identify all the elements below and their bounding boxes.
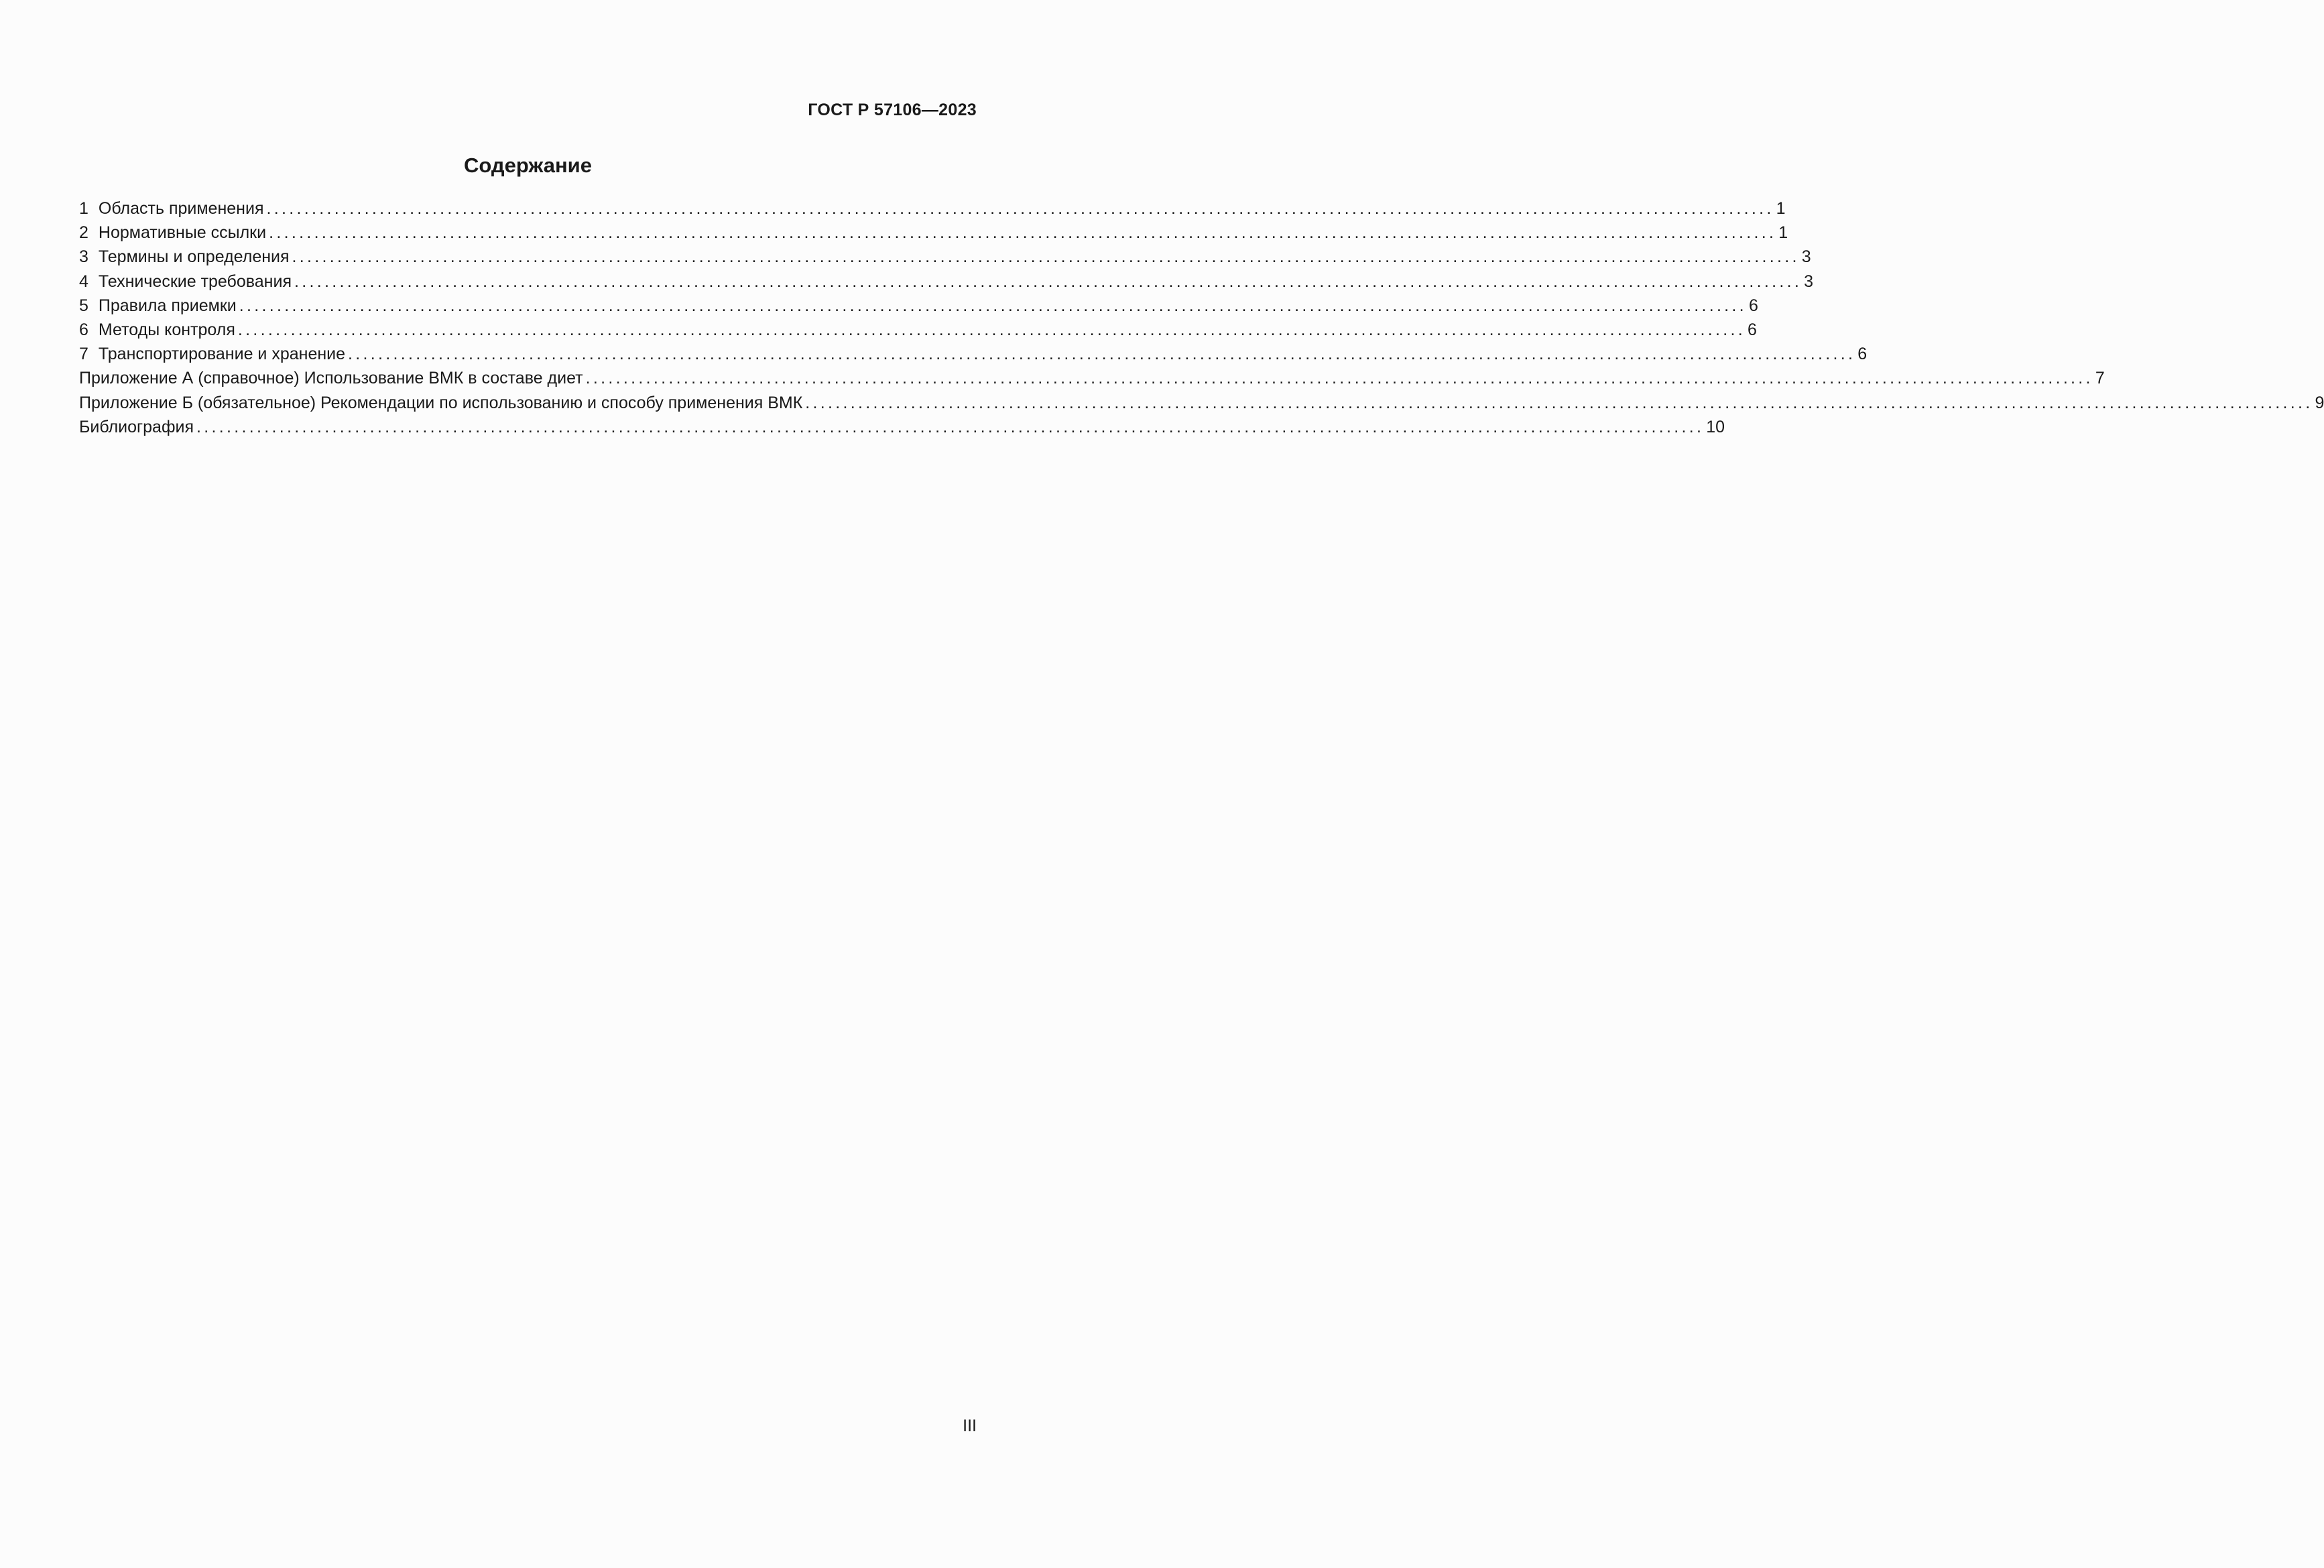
- standard-designation: ГОСТ Р 57106—2023: [808, 101, 977, 119]
- toc-entry-title: Приложение А (справочное) Использование ВМК в составе диет: [79, 369, 583, 388]
- toc-entry-number: 3: [79, 247, 88, 267]
- toc-leader-dots: ........................................................................................................................................................................................................: [237, 320, 1746, 339]
- toc-entry-number: 7: [79, 345, 88, 364]
- toc-entry-title: Транспортирование и хранение: [98, 345, 346, 364]
- toc-entry-title: Приложение Б (обязательное) Рекомендации по использованию и способу применения ВМК: [79, 393, 803, 412]
- toc-entry[interactable]: [79, 342, 1868, 366]
- toc-entry[interactable]: [79, 294, 1758, 318]
- toc-entry-number: 1: [79, 199, 88, 218]
- toc-entry-page: 1: [1776, 199, 1786, 218]
- toc-entry-page: 6: [1748, 296, 1758, 315]
- toc-entry-page: 1: [1778, 223, 1788, 243]
- toc-entry-number: 5: [79, 296, 88, 315]
- toc-leader-dots: ........................................................................................................................................................................................................: [294, 272, 1802, 291]
- toc-leader-dots: ........................................................................................................................................................................................................: [585, 369, 2093, 388]
- toc-leader-dots: ........................................................................................................................................................................................................: [269, 223, 1777, 243]
- toc-entry-number: 4: [79, 272, 88, 291]
- toc-entry[interactable]: [79, 318, 1757, 342]
- toc-title: Содержание: [464, 154, 592, 177]
- toc-leader-dots: ........................................................................................................................................................................................................: [805, 393, 2313, 412]
- toc-leader-dots: ........................................................................................................................................................................................................: [239, 296, 1747, 315]
- toc-entry[interactable]: [79, 269, 1814, 294]
- toc-entry[interactable]: [79, 196, 1786, 221]
- table-of-contents: [79, 196, 2324, 439]
- toc-leader-dots: ........................................................................................................................................................................................................: [196, 417, 1705, 436]
- toc-entry-page: 6: [1748, 320, 1757, 339]
- toc-entry-page: 10: [1706, 417, 1725, 436]
- toc-entry-appendix-a[interactable]: [79, 366, 2105, 390]
- toc-entry-page: 6: [1857, 345, 1868, 364]
- toc-leader-dots: ........................................................................................................................................................................................................: [266, 199, 1774, 218]
- toc-entry-number: 2: [79, 223, 88, 243]
- toc-entry-page: 7: [2095, 369, 2105, 388]
- toc-entry[interactable]: [79, 221, 1788, 245]
- toc-entry-title: Область применения: [98, 199, 264, 218]
- toc-entry[interactable]: [79, 245, 1811, 269]
- toc-entry-bibliography[interactable]: [79, 415, 1725, 439]
- toc-entry-number: 6: [79, 320, 88, 339]
- page-number: III: [963, 1416, 977, 1435]
- toc-entry-title: Технические требования: [98, 272, 292, 291]
- toc-entry-title: Правила приемки: [98, 296, 237, 315]
- toc-leader-dots: ........................................................................................................................................................................................................: [292, 247, 1800, 267]
- toc-entry-page: 9: [2315, 393, 2324, 412]
- toc-leader-dots: ........................................................................................................................................................................................................: [348, 345, 1856, 364]
- toc-entry-title: Библиография: [79, 417, 194, 436]
- toc-entry-page: 3: [1801, 247, 1811, 267]
- toc-entry-page: 3: [1804, 272, 1814, 291]
- toc-entry-title: Термины и определения: [98, 247, 290, 267]
- toc-entry-title: Нормативные ссылки: [98, 223, 267, 243]
- toc-entry-title: Методы контроля: [98, 320, 235, 339]
- toc-entry-appendix-b[interactable]: [79, 391, 2324, 415]
